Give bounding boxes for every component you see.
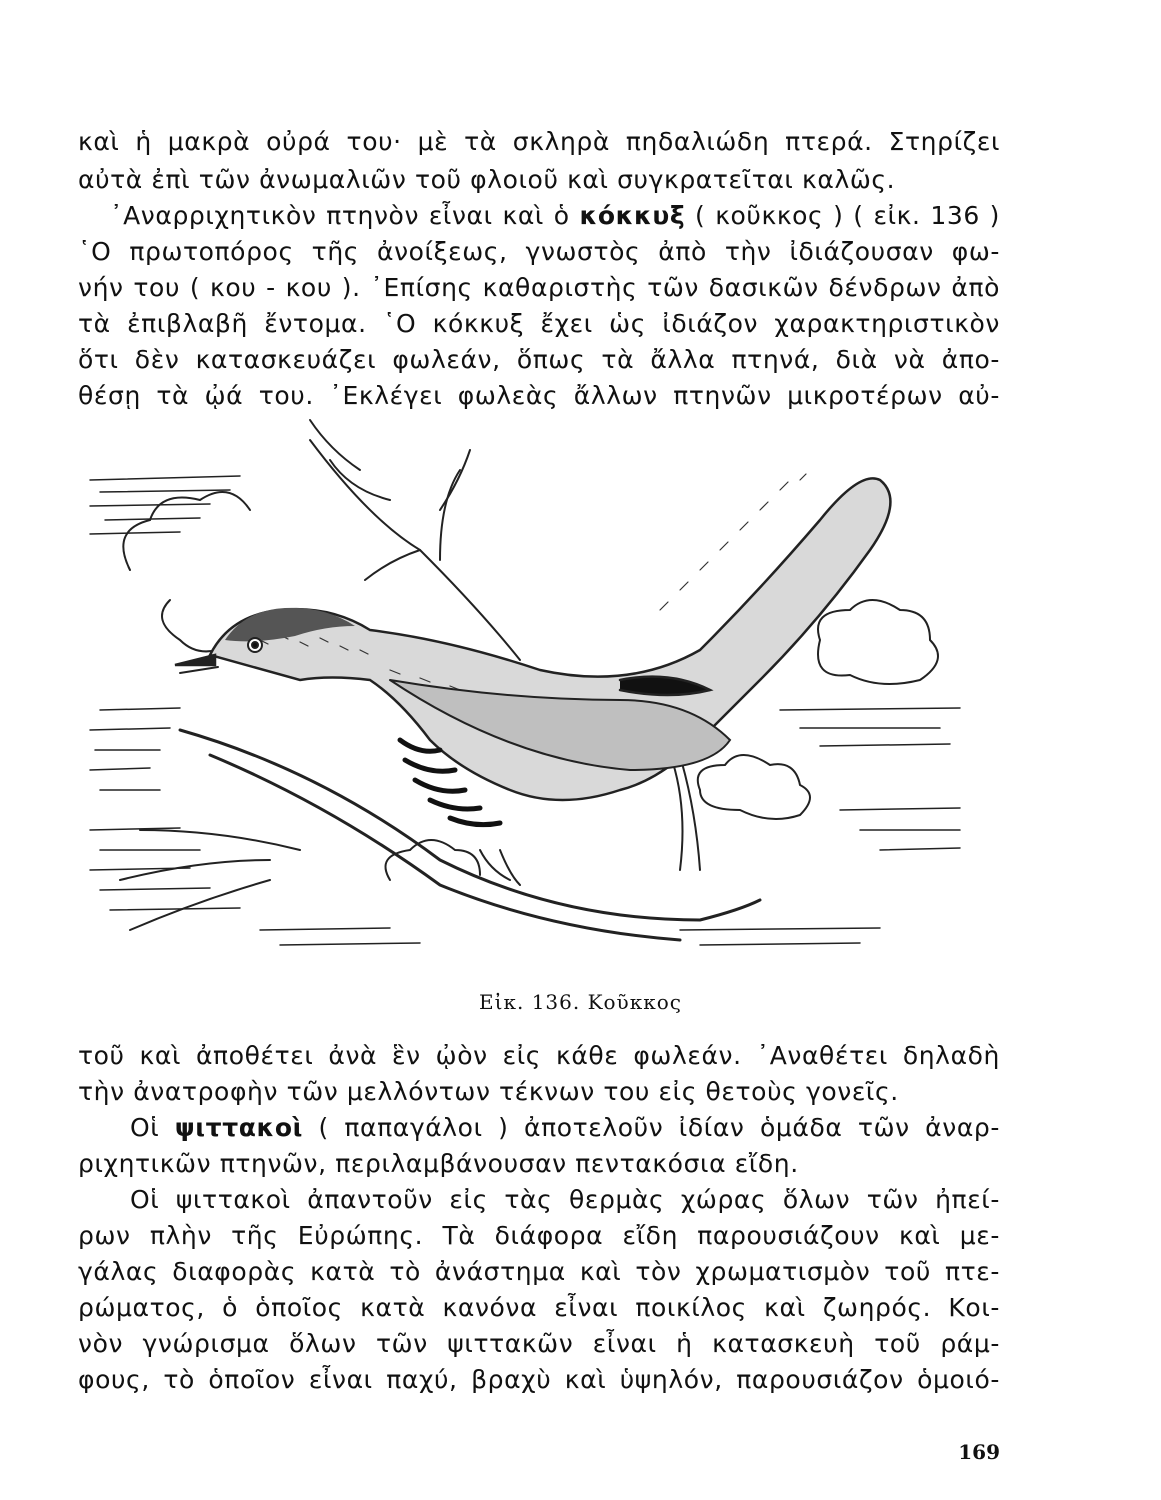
- text-line: αὐτὰ ἐπὶ τῶν ἀνωμαλιῶν τοῦ φλοιοῦ καὶ συγκρατεῖται καλῶς.: [78, 165, 896, 194]
- text-line: ὅτι δὲν κατασκευάζει φωλεάν, ὅπως τὰ ἄλλα πτηνά, διὰ νὰ ἀπο-: [78, 345, 1000, 374]
- cloud: [698, 755, 810, 819]
- text-line: τὴν ἀνατροφὴν τῶν μελλόντων τέκνων του εἰς θετοὺς γονεῖς.: [78, 1077, 899, 1106]
- text-line: τὰ ἐπιβλαβῆ ἔντομα. ῾Ο κόκκυξ ἔχει ὡς ἰδιάζον χαρακτηριστικὸν: [78, 309, 1000, 338]
- text-line: ρώματος, ὁ ὁποῖος κατὰ κανόνα εἶναι ποικίλος καὶ ζωηρός. Κοι-: [78, 1293, 1000, 1322]
- text-line: ριχητικῶν πτηνῶν, περιλαμβάνουσαν πεντακόσια εἴδη.: [78, 1149, 799, 1178]
- cuckoo-bird: [175, 474, 890, 885]
- text-line: γάλας διαφορὰς κατὰ τὸ ἀνάστημα καὶ τὸν χρωματισμὸν τοῦ πτε-: [78, 1257, 1000, 1286]
- cloud: [386, 840, 481, 880]
- text-line: νήν του ( κου - κου ). ᾿Επίσης καθαριστὴς τῶν δασικῶν δένδρων ἀπὸ: [78, 273, 1000, 302]
- text-line: Οἱ ψιττακοὶ ἀπαντοῦν εἰς τὰς θερμὰς χώρας ὅλων τῶν ἠπεί-: [130, 1185, 1000, 1214]
- text-line: νὸν γνώρισμα ὅλων τῶν ψιττακῶν εἶναι ἡ κατασκευὴ τοῦ ράμ-: [78, 1329, 1000, 1358]
- page-number: 169: [958, 1440, 1000, 1464]
- text-line: τοῦ καὶ ἀποθέτει ἀνὰ ἓν ᾠὸν εἰς κάθε φωλεάν. ᾿Αναθέτει δηλαδὴ: [78, 1041, 1000, 1070]
- text-line: [130, 1112, 1000, 1144]
- text-line: [110, 200, 1000, 232]
- cloud: [818, 600, 938, 684]
- text-line: ῾Ο πρωτοπόρος τῆς ἀνοίξεως, γνωστὸς ἀπὸ τὴν ἰδιάζουσαν φω-: [78, 237, 1000, 266]
- term-cuckoo: κόκκυξ: [579, 201, 686, 230]
- text-fragment: Οἱ: [130, 1113, 175, 1142]
- text-fragment: ᾿Αναρριχητικὸν πτηνὸν εἶναι καὶ ὁ: [110, 201, 580, 230]
- cuckoo-illustration: [60, 410, 1020, 990]
- term-parrots: ψιττακοὶ: [174, 1113, 303, 1142]
- text-fragment: ( παπαγάλοι ) ἀποτελοῦν ἰδίαν ὁμάδα τῶν ἀναρ-: [303, 1113, 1000, 1142]
- text-line: καὶ ἡ μακρὰ οὐρά του· μὲ τὰ σκληρὰ πηδαλιώδη πτερά. Στηρίζει: [78, 127, 1000, 156]
- text-fragment: ( κοῦκκος ) ( εἰκ. 136 ): [685, 201, 1000, 230]
- figure-caption: Εἰκ. 136. Κοῦκκος: [479, 990, 682, 1014]
- beak: [175, 655, 215, 665]
- text-line: φους, τὸ ὁποῖον εἶναι παχύ, βραχὺ καὶ ὑψηλόν, παρουσιάζον ὁμοιό-: [78, 1365, 1000, 1394]
- text-line: ρων πλὴν τῆς Εὐρώπης. Τὰ διάφορα εἴδη παρουσιάζουν καὶ με-: [78, 1221, 1000, 1250]
- text-line: θέσῃ τὰ ᾠά του. ᾿Εκλέγει φωλεὰς ἄλλων πτηνῶν μικροτέρων αὐ-: [78, 381, 1000, 410]
